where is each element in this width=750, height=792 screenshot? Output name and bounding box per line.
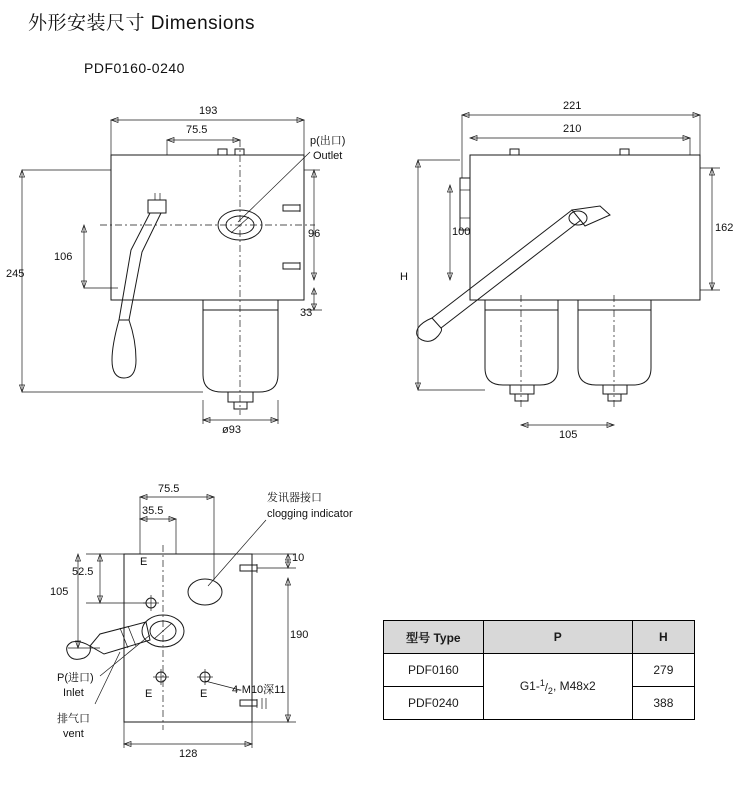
th-p: P [483, 621, 632, 654]
cell-type-1: PDF0240 [384, 687, 484, 720]
dim-side-100: 100 [452, 226, 471, 238]
dim-front-193: 193 [199, 105, 218, 117]
model-label: PDF0160-0240 [84, 60, 185, 76]
mark-e-2: E [145, 688, 153, 700]
dim-front-33: 33 [300, 307, 313, 319]
p-denominator: 2 [547, 685, 553, 696]
top-view [67, 495, 296, 749]
dim-side-H: H [400, 271, 408, 283]
table-header-row [384, 621, 695, 654]
dim-top-35-5: 35.5 [142, 505, 164, 517]
p-prefix: G1- [519, 678, 540, 693]
dim-top-10: 10 [292, 552, 305, 564]
p-numerator: 1 [539, 677, 545, 688]
dim-front-245: 245 [6, 268, 25, 280]
cell-h-0: 279 [632, 654, 694, 687]
dim-top-52-5: 52.5 [72, 566, 94, 578]
p-suffix: , M48x2 [552, 678, 596, 693]
dim-side-105: 105 [559, 429, 578, 441]
dim-side-221: 221 [563, 100, 582, 112]
dim-front-75-5: 75.5 [186, 124, 208, 136]
callout-vent-cn: 排气口 [57, 713, 90, 725]
table-row [384, 654, 695, 687]
dim-side-162: 162 [715, 222, 734, 234]
page-title: 外形安装尺寸 Dimensions [28, 13, 256, 34]
cell-type-0: PDF0160 [384, 654, 484, 687]
callout-inlet-cn: P(进口) [57, 672, 94, 684]
dim-top-128: 128 [179, 748, 198, 760]
dim-top-105: 105 [50, 586, 69, 598]
dim-front-106: 106 [54, 251, 73, 263]
th-type: 型号 Type [384, 621, 484, 654]
cell-h-1: 388 [632, 687, 694, 720]
callout-m10-depth: 4-M10深11 [232, 684, 286, 696]
dim-front-96: 96 [308, 228, 321, 240]
mark-e-3: E [200, 688, 208, 700]
spec-table [383, 620, 695, 720]
dim-front-dia93: ø93 [222, 424, 241, 436]
callout-clogging-cn: 发讯器接口 [267, 492, 322, 504]
cell-p-merged [483, 654, 632, 720]
dim-top-75-5: 75.5 [158, 483, 180, 495]
callout-clogging-en: clogging indicator [267, 508, 353, 520]
mark-e-1: E [140, 556, 148, 568]
front-view [20, 118, 323, 425]
callout-outlet-cn: p(出口) [310, 135, 346, 147]
th-h: H [632, 621, 694, 654]
p-fraction: $^1/_2$ [539, 677, 553, 696]
callout-inlet-en: Inlet [63, 687, 84, 699]
dim-top-190: 190 [290, 629, 309, 641]
side-view [416, 113, 721, 428]
callout-outlet-en: Outlet [313, 150, 343, 162]
dim-side-210: 210 [563, 123, 582, 135]
callout-vent-en: vent [63, 728, 84, 740]
